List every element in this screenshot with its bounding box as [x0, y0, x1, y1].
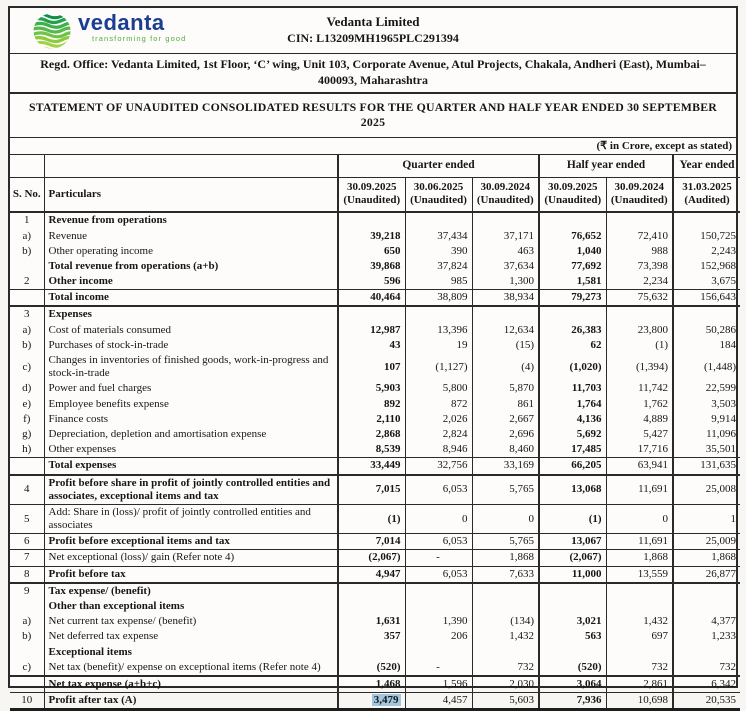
period-column-header: 30.09.2025 (Unaudited)	[539, 177, 606, 212]
value-cell: 697	[606, 629, 673, 644]
value-cell: 2,110	[338, 412, 405, 427]
value-cell: 7,936	[539, 693, 606, 710]
sno-cell: f)	[23, 412, 31, 425]
value-cell: 4,889	[606, 412, 673, 427]
value-cell: (520)	[539, 660, 606, 676]
value-cell	[338, 212, 405, 228]
value-cell: 861	[472, 397, 539, 412]
currency-unit-note: (₹ in Crore, except as stated)	[10, 138, 736, 155]
sno-cell: h)	[10, 442, 44, 458]
particulars-column-header: Particulars	[44, 177, 338, 212]
statement-title: STATEMENT OF UNAUDITED CONSOLIDATED RESULTS FOR THE QUARTER AND HALF YEAR ENDED 30 SEPTEMBER 2025	[10, 94, 736, 138]
value-cell: 5,603	[472, 693, 539, 710]
brand-name: vedanta	[78, 10, 165, 35]
particulars-cell: Other than exceptional items	[44, 599, 338, 614]
value-cell	[405, 645, 472, 660]
logo-swirl-icon	[32, 12, 74, 50]
table-row	[10, 338, 740, 353]
particulars-cell: Other operating income	[44, 244, 338, 259]
value-cell: (520)	[338, 660, 405, 676]
particulars-cell: Employee benefits expense	[44, 397, 338, 412]
value-cell: 2,868	[338, 427, 405, 442]
value-cell: 892	[338, 397, 405, 412]
value-cell: 2,824	[405, 427, 472, 442]
value-cell: 6,342	[673, 676, 740, 693]
registered-office: Regd. Office: Vedanta Limited, 1st Floor, ‘C’ wing, Unit 103, Corporate Avenue, Atul Projects, Chakala, Andheri (East), Mumbai–400093, Maharashtra	[10, 54, 736, 94]
table-row	[10, 583, 740, 599]
table-row	[10, 614, 740, 629]
sno-cell	[10, 259, 44, 274]
sno-cell: 1	[24, 214, 30, 227]
value-cell	[405, 306, 472, 322]
value-cell: 563	[539, 629, 606, 644]
value-cell: (1)	[606, 338, 673, 353]
table-row	[10, 212, 740, 228]
sno-cell	[10, 645, 44, 660]
value-cell: 62	[539, 338, 606, 353]
company-cin: CIN: L13209MH1965PLC291394	[287, 31, 459, 45]
value-cell: 11,742	[606, 381, 673, 396]
value-cell: (1)	[539, 504, 606, 533]
value-cell: 4,136	[539, 412, 606, 427]
particulars-cell: Other income	[44, 274, 338, 290]
value-cell: (1,127)	[405, 353, 472, 381]
value-cell: 1,040	[539, 244, 606, 259]
value-cell: 37,824	[405, 259, 472, 274]
sno-cell: c)	[22, 360, 32, 373]
value-cell: 40,464	[338, 290, 405, 307]
value-cell: 0	[472, 504, 539, 533]
value-cell	[405, 212, 472, 228]
value-cell	[606, 306, 673, 322]
value-cell: 732	[472, 660, 539, 676]
value-cell: 2,861	[606, 676, 673, 693]
value-cell: 8,539	[338, 442, 405, 458]
value-cell: 5,765	[472, 534, 539, 550]
value-cell	[673, 306, 740, 322]
vedanta-logo	[32, 12, 186, 50]
particulars-cell: Purchases of stock-in-trade	[44, 338, 338, 353]
group-header-row	[10, 155, 740, 177]
value-cell: 10,698	[606, 693, 673, 710]
value-cell: 63,941	[606, 458, 673, 475]
sno-cell	[10, 290, 44, 307]
value-cell: 1,432	[606, 614, 673, 629]
value-cell	[405, 583, 472, 599]
value-cell: (1,448)	[673, 353, 740, 381]
period-column-header: 30.06.2025 (Unaudited)	[405, 177, 472, 212]
value-cell: 596	[338, 274, 405, 290]
sno-cell: 6	[10, 534, 44, 550]
value-cell: (1,020)	[539, 353, 606, 381]
particulars-cell: Net deferred tax expense	[44, 629, 338, 644]
results-table-body	[10, 212, 740, 710]
value-cell: 50,286	[673, 323, 740, 338]
table-row	[10, 259, 740, 274]
value-cell: 131,635	[673, 458, 740, 475]
value-cell: 1,300	[472, 274, 539, 290]
value-cell	[472, 306, 539, 322]
value-cell: 11,000	[539, 566, 606, 583]
value-cell: 6,053	[405, 534, 472, 550]
value-cell: 9,914	[673, 412, 740, 427]
particulars-cell: Net current tax expense/ (benefit)	[44, 614, 338, 629]
value-cell: 357	[338, 629, 405, 644]
value-cell: 1,764	[539, 397, 606, 412]
value-cell	[338, 693, 405, 710]
particulars-cell: Profit after tax (A)	[44, 693, 338, 710]
value-cell: 73,398	[606, 259, 673, 274]
sno-cell: b)	[22, 338, 32, 351]
value-cell: 150,725	[673, 229, 740, 244]
value-cell: 1,762	[606, 397, 673, 412]
sno-cell: 5	[10, 504, 44, 533]
particulars-cell: Tax expense/ (benefit)	[44, 583, 338, 599]
particulars-cell: Expenses	[44, 306, 338, 322]
value-cell	[338, 306, 405, 322]
particulars-cell: Cost of materials consumed	[44, 323, 338, 338]
value-cell: 1,868	[472, 550, 539, 566]
table-row	[10, 693, 740, 710]
particulars-cell: Depreciation, depletion and amortisation expense	[44, 427, 338, 442]
value-cell: 37,171	[472, 229, 539, 244]
sno-cell	[10, 676, 44, 693]
value-cell: 732	[606, 660, 673, 676]
value-cell: 4,947	[338, 566, 405, 583]
value-cell: 25,008	[673, 475, 740, 505]
sno-cell: d)	[22, 382, 32, 395]
value-cell: 3,675	[673, 274, 740, 290]
table-row	[10, 274, 740, 290]
sno-cell: a)	[22, 323, 32, 336]
table-row	[10, 442, 740, 458]
value-cell: 3,064	[539, 676, 606, 693]
value-cell	[539, 306, 606, 322]
value-cell: 5,903	[338, 381, 405, 396]
value-cell: 11,691	[606, 475, 673, 505]
value-cell: 985	[405, 274, 472, 290]
value-cell	[338, 599, 405, 614]
value-cell: -	[405, 550, 472, 566]
value-cell: 77,692	[539, 259, 606, 274]
value-cell: 390	[405, 244, 472, 259]
value-cell: 12,634	[472, 323, 539, 338]
value-cell: 3,021	[539, 614, 606, 629]
value-cell: 156,643	[673, 290, 740, 307]
value-cell: 37,634	[472, 259, 539, 274]
period-column-header: 30.09.2024 (Unaudited)	[472, 177, 539, 212]
sno-column-header: S. No.	[10, 177, 44, 212]
table-row	[10, 645, 740, 660]
value-cell: 5,692	[539, 427, 606, 442]
value-cell: 38,934	[472, 290, 539, 307]
value-cell: 39,218	[338, 229, 405, 244]
value-cell: 43	[338, 338, 405, 353]
table-row	[10, 676, 740, 693]
table-row	[10, 566, 740, 583]
particulars-cell: Profit before tax	[44, 566, 338, 583]
value-cell: 3,503	[673, 397, 740, 412]
value-cell: (2,067)	[338, 550, 405, 566]
particulars-cell: Revenue	[44, 229, 338, 244]
value-cell	[606, 212, 673, 228]
particulars-cell: Other expenses	[44, 442, 338, 458]
value-cell	[606, 645, 673, 660]
value-cell	[472, 212, 539, 228]
value-cell: 19	[405, 338, 472, 353]
value-cell: (2,067)	[539, 550, 606, 566]
column-group-year-ended: Year ended	[673, 155, 740, 177]
value-cell: 5,765	[472, 475, 539, 505]
particulars-cell: Total income	[44, 290, 338, 307]
value-cell: 32,756	[405, 458, 472, 475]
value-cell: 11,703	[539, 381, 606, 396]
company-name: Vedanta Limited	[326, 14, 420, 29]
value-cell	[673, 645, 740, 660]
value-cell: 17,716	[606, 442, 673, 458]
value-cell	[606, 583, 673, 599]
value-cell: 107	[338, 353, 405, 381]
value-cell: 7,014	[338, 534, 405, 550]
sno-header-spacer	[10, 155, 44, 177]
value-cell: 1,432	[472, 629, 539, 644]
value-cell: 650	[338, 244, 405, 259]
value-cell: 4,377	[673, 614, 740, 629]
value-cell: 38,809	[405, 290, 472, 307]
value-cell: 23,800	[606, 323, 673, 338]
value-cell: (1,394)	[606, 353, 673, 381]
value-cell: 26,877	[673, 566, 740, 583]
value-cell	[472, 645, 539, 660]
value-cell: 0	[606, 504, 673, 533]
table-row	[10, 381, 740, 396]
value-cell: 13,559	[606, 566, 673, 583]
sno-cell: 8	[10, 566, 44, 583]
sno-cell: a)	[22, 229, 32, 242]
value-cell	[405, 599, 472, 614]
results-table	[10, 155, 740, 711]
sno-cell: b)	[22, 630, 32, 643]
table-row	[10, 244, 740, 259]
table-row	[10, 475, 740, 505]
masthead	[10, 8, 736, 54]
table-row	[10, 427, 740, 442]
value-cell	[606, 599, 673, 614]
table-row	[10, 504, 740, 533]
value-cell: 2,696	[472, 427, 539, 442]
value-cell: 8,460	[472, 442, 539, 458]
sno-cell: g)	[22, 427, 32, 440]
value-cell: 72,410	[606, 229, 673, 244]
value-cell	[472, 583, 539, 599]
value-cell: 5,427	[606, 427, 673, 442]
value-cell: 2,026	[405, 412, 472, 427]
value-cell	[539, 599, 606, 614]
particulars-cell: Net exceptional (loss)/ gain (Refer note 4)	[44, 550, 338, 566]
table-row	[10, 550, 740, 566]
sno-cell: 7	[10, 550, 44, 566]
value-cell: 79,273	[539, 290, 606, 307]
value-cell: 1,596	[405, 676, 472, 693]
value-cell: 1,581	[539, 274, 606, 290]
table-row	[10, 353, 740, 381]
sno-cell: b)	[22, 244, 32, 257]
column-group-quarter-ended: Quarter ended	[338, 155, 539, 177]
value-cell: 13,396	[405, 323, 472, 338]
value-cell: (134)	[472, 614, 539, 629]
value-cell: 206	[405, 629, 472, 644]
value-cell: 13,067	[539, 534, 606, 550]
value-cell: 732	[673, 660, 740, 676]
value-cell: 5,870	[472, 381, 539, 396]
value-cell: 39,868	[338, 259, 405, 274]
particulars-cell: Revenue from operations	[44, 212, 338, 228]
particulars-cell: Total revenue from operations (a+b)	[44, 259, 338, 274]
value-cell	[539, 583, 606, 599]
value-cell: 75,632	[606, 290, 673, 307]
value-cell: 1,631	[338, 614, 405, 629]
value-cell: (4)	[472, 353, 539, 381]
sno-cell: 10	[10, 693, 44, 710]
value-cell: 37,434	[405, 229, 472, 244]
value-cell: 184	[673, 338, 740, 353]
brand-tagline: transforming for good	[92, 34, 187, 43]
value-cell: 0	[405, 504, 472, 533]
document-page	[8, 6, 738, 707]
value-cell: 11,691	[606, 534, 673, 550]
sno-cell	[10, 458, 44, 475]
table-row	[10, 629, 740, 644]
table-row	[10, 534, 740, 550]
value-cell: 13,068	[539, 475, 606, 505]
value-cell: 1,233	[673, 629, 740, 644]
table-row	[10, 412, 740, 427]
value-cell: 33,169	[472, 458, 539, 475]
table-row	[10, 660, 740, 676]
table-row	[10, 323, 740, 338]
value-cell: (1)	[338, 504, 405, 533]
value-cell: 25,009	[673, 534, 740, 550]
highlighted-value: 3,479	[373, 694, 399, 707]
particulars-cell: Finance costs	[44, 412, 338, 427]
value-cell: 152,968	[673, 259, 740, 274]
value-cell: 872	[405, 397, 472, 412]
value-cell: 2,667	[472, 412, 539, 427]
value-cell: 20,535	[673, 693, 740, 710]
sno-cell: c)	[10, 660, 44, 676]
table-row	[10, 599, 740, 614]
sno-cell: 2	[10, 274, 44, 290]
particulars-cell: Power and fuel charges	[44, 381, 338, 396]
particulars-cell: Total expenses	[44, 458, 338, 475]
value-cell: -	[405, 660, 472, 676]
sno-cell: 3	[24, 308, 30, 321]
results-table-head	[10, 155, 740, 212]
period-column-header: 30.09.2025 (Unaudited)	[338, 177, 405, 212]
value-cell	[673, 599, 740, 614]
particulars-cell: Profit before exceptional items and tax	[44, 534, 338, 550]
value-cell	[338, 583, 405, 599]
value-cell	[539, 212, 606, 228]
sno-cell: e)	[22, 397, 32, 410]
value-cell: 7,633	[472, 566, 539, 583]
value-cell: 1	[673, 504, 740, 533]
value-cell: 66,205	[539, 458, 606, 475]
period-column-header: 30.09.2024 (Unaudited)	[606, 177, 673, 212]
particulars-cell: Exceptional items	[44, 645, 338, 660]
table-row	[10, 229, 740, 244]
value-cell: 33,449	[338, 458, 405, 475]
sno-cell: a)	[22, 615, 32, 628]
value-cell: 463	[472, 244, 539, 259]
value-cell: 4,457	[405, 693, 472, 710]
value-cell: 11,096	[673, 427, 740, 442]
value-cell: 2,030	[472, 676, 539, 693]
value-cell: 1,868	[606, 550, 673, 566]
value-cell: 7,015	[338, 475, 405, 505]
particulars-cell: Net tax expense (a+b+c)	[44, 676, 338, 693]
particulars-header-spacer	[44, 155, 338, 177]
value-cell: 2,234	[606, 274, 673, 290]
period-column-header: 31.03.2025 (Audited)	[673, 177, 740, 212]
value-cell: 8,946	[405, 442, 472, 458]
sno-cell	[10, 599, 44, 614]
particulars-cell: Net tax (benefit)/ expense on exceptional items (Refer note 4)	[44, 660, 338, 676]
particulars-cell: Add: Share in (loss)/ profit of jointly controlled entities and associates	[44, 504, 338, 533]
value-cell: 17,485	[539, 442, 606, 458]
value-cell: 1,868	[673, 550, 740, 566]
value-cell: 6,053	[405, 475, 472, 505]
table-row	[10, 458, 740, 475]
column-header-row	[10, 177, 740, 212]
value-cell	[472, 599, 539, 614]
value-cell: 12,987	[338, 323, 405, 338]
value-cell	[673, 583, 740, 599]
value-cell: 22,599	[673, 381, 740, 396]
value-cell	[539, 645, 606, 660]
particulars-cell: Changes in inventories of finished goods, work-in-progress and stock-in-trade	[44, 353, 338, 381]
value-cell: 1,468	[338, 676, 405, 693]
value-cell: 5,800	[405, 381, 472, 396]
value-cell: 76,652	[539, 229, 606, 244]
value-cell	[338, 645, 405, 660]
value-cell	[673, 212, 740, 228]
table-row	[10, 306, 740, 322]
sno-cell: 9	[24, 584, 30, 597]
table-row	[10, 397, 740, 412]
sno-cell: 4	[10, 475, 44, 505]
value-cell: 1,390	[405, 614, 472, 629]
value-cell: 6,053	[405, 566, 472, 583]
value-cell: 2,243	[673, 244, 740, 259]
value-cell: 35,501	[673, 442, 740, 458]
value-cell: (15)	[472, 338, 539, 353]
value-cell: 988	[606, 244, 673, 259]
value-cell: 26,383	[539, 323, 606, 338]
table-row	[10, 290, 740, 307]
particulars-cell: Profit before share in profit of jointly controlled entities and associates, exceptional items and tax	[44, 475, 338, 505]
column-group-half-year-ended: Half year ended	[539, 155, 673, 177]
